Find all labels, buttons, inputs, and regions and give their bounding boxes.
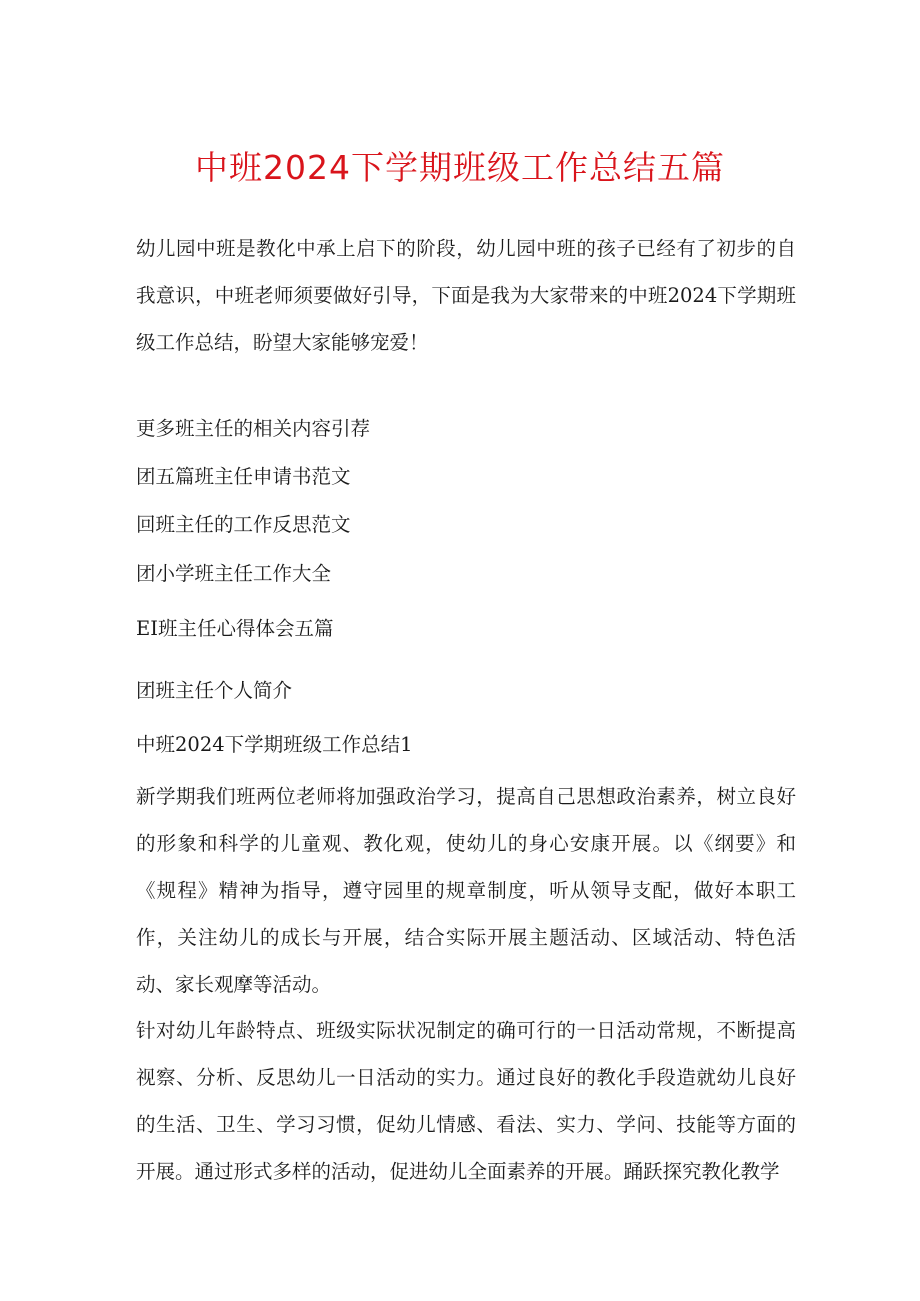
section-heading: 中班2024下学期班级工作总结1: [136, 733, 413, 756]
related-link[interactable]: 回班主任的工作反思范文: [136, 513, 351, 536]
related-link[interactable]: EI班主任心得体会五篇: [136, 617, 334, 640]
related-link-header[interactable]: 更多班主任的相关内容引荐: [136, 417, 371, 440]
body-paragraph: 新学期我们班两位老师将加强政治学习，提高自己思想政治素养，树立良好的形象和科学的儿童观、教化观，使幼儿的身心安康开展。以《纲要》和《规程》精神为指导，遵守园里的规章制度，听从领导支配，做好本职工作，关注幼儿的成长与开展，结合实际开展主题活动、区域活动、特色活动、家长观摩等活动。: [136, 785, 796, 996]
body-paragraph: 针对幼儿年龄特点、班级实际状况制定的确可行的一日活动常规，不断提高视察、分析、反思幼儿一日活动的实力。通过良好的教化手段造就幼儿良好的生活、卫生、学习习惯，促幼儿情感、看法、实力、学问、技能等方面的开展。通过形式多样的活动，促进幼儿全面素养的开展。踊跃探究教化教学: [136, 1019, 796, 1183]
related-link[interactable]: 团班主任个人简介: [136, 679, 293, 702]
related-link[interactable]: 团五篇班主任申请书范文: [136, 465, 351, 488]
intro-paragraph: 幼儿园中班是教化中承上启下的阶段，幼儿园中班的孩子已经有了初步的自我意识，中班老师须要做好引导，下面是我为大家带来的中班2024下学期班级工作总结，盼望大家能够宠爱！: [136, 237, 796, 354]
document-title: 中班2024下学期班级工作总结五篇: [195, 148, 725, 187]
related-link[interactable]: 团小学班主任工作大全: [136, 562, 332, 585]
